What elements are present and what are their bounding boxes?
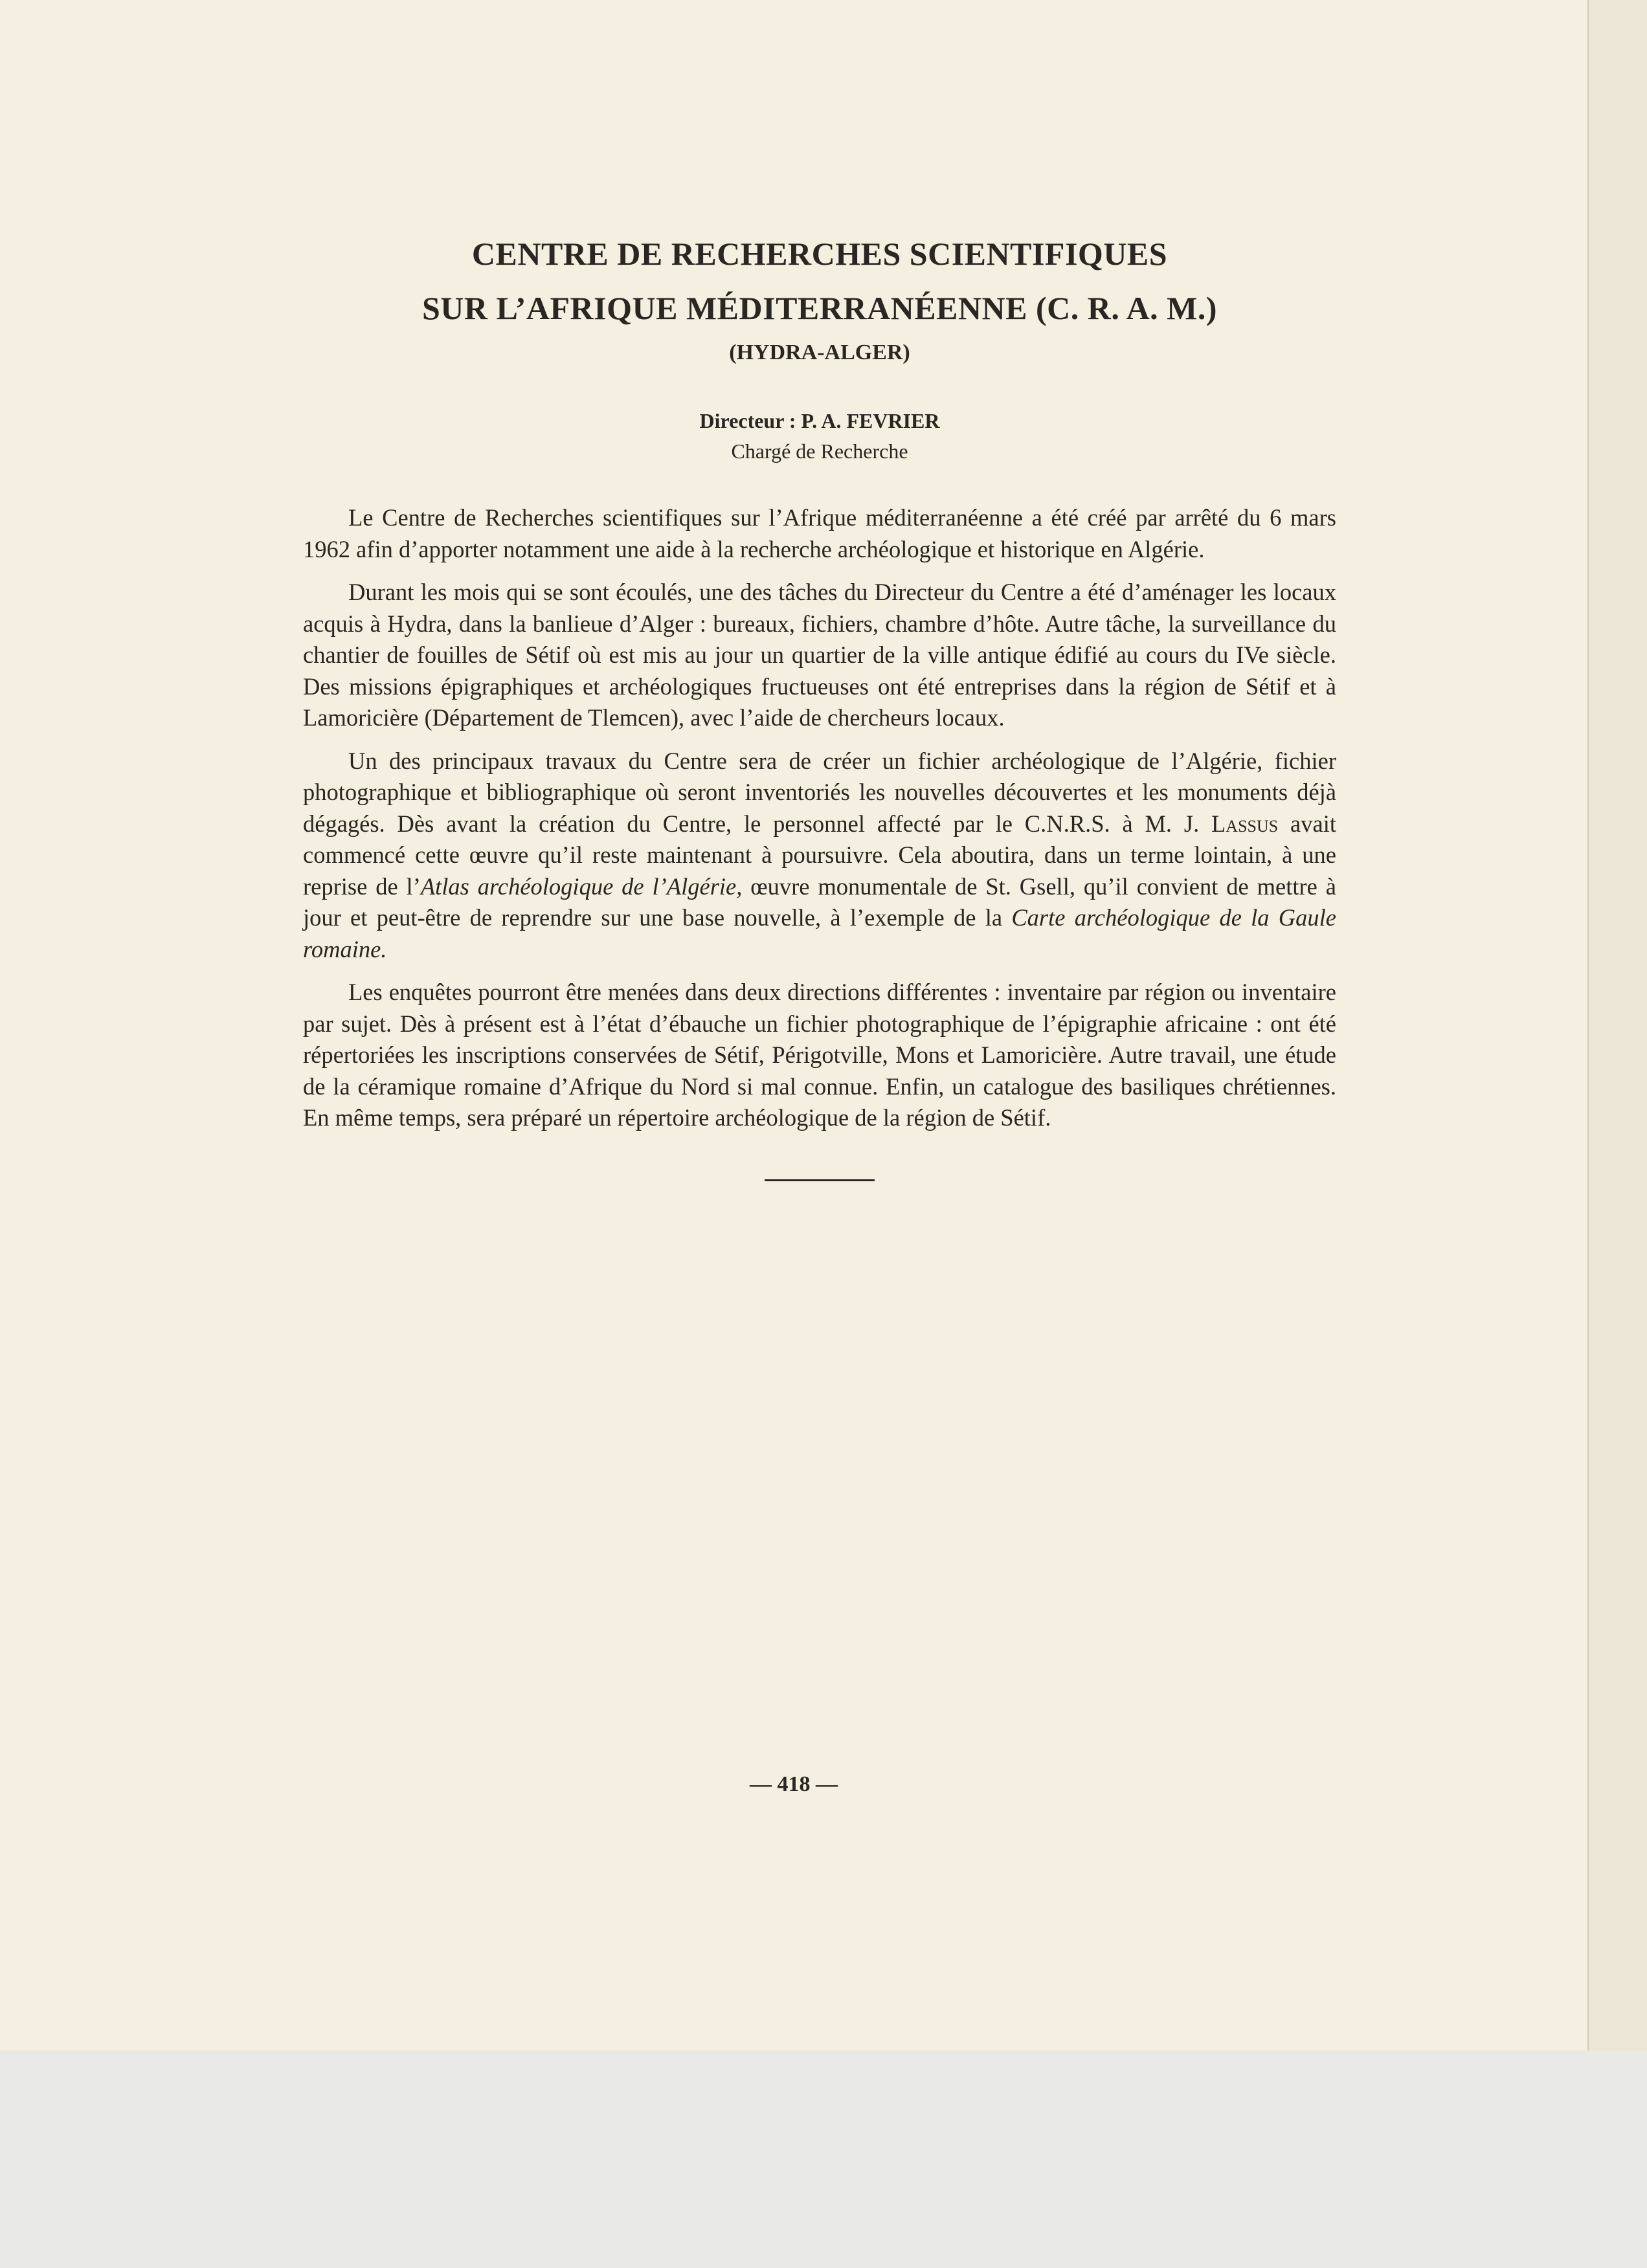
director-line: Directeur : P. A. FEVRIER — [699, 409, 940, 432]
title-line-1: CENTRE DE RECHERCHES SCIENTIFIQUES — [471, 236, 1168, 272]
director-role: Chargé de Recherche — [731, 439, 908, 463]
paragraph-3 — [303, 746, 1336, 966]
title-line-2: SUR L’AFRIQUE MÉDITERRANÉENNE (C. R. A. M.) — [421, 290, 1218, 326]
paragraph-3-part-b: avait commencé cette œuvre qu’il reste maintenant à poursuivre. Cela aboutira, dans un terme lointain, à une reprise de l’ — [303, 810, 1336, 900]
scanner-background — [0, 2051, 1647, 2268]
paragraph-3-part-c: œuvre monumentale de St. Gsell, qu’il convient de mettre à jour et peut-être de reprendre sur une base nouvelle, à l’exemple de la — [303, 873, 1336, 931]
person-name: Lassus — [1211, 810, 1279, 837]
article-subtitle: (HYDRA-ALGER) — [729, 340, 910, 364]
paragraph-4: Les enquêtes pourront être menées dans deux directions différentes : inventaire par région ou inventaire par sujet. Dès à présent est à l’état d’ébauche un fichier photographique de l’épigraphie africaine : ont été répertoriées les inscriptions conservées de Sétif, Périgotville, Mons et Lamoricière. Autre travail, une étude de la céramique romaine d’Afrique du Nord si mal connue. Enfin, un catalogue des basiliques chrétiennes. En même temps, sera préparé un répertoire archéologique de la région de Sétif. — [303, 979, 1336, 1131]
atlas-title: Atlas archéologique de l’Algérie, — [420, 873, 743, 900]
section-divider — [765, 1179, 875, 1181]
page-edge — [1587, 0, 1647, 2051]
paragraph-3-part-a: Un des principaux travaux du Centre sera de créer un fichier archéologique de l’Algérie, fichier photographique et bibliographique où seront inventoriés les nouvelles découvertes et les monuments déjà dégagés. Dès avant la création du Centre, le personnel affecté par le C.N.R.S. à M. J. — [303, 747, 1336, 837]
paragraph-2: Durant les mois qui se sont écoulés, une des tâches du Directeur du Centre a été d’aménager les locaux acquis à Hydra, dans la banlieue d’Alger : bureaux, fichiers, chambre d’hôte. Autre tâche, la surveillance du chantier de fouilles de Sétif où est mis au jour un quartier de la ville antique édifié au cours du IVe siècle. Des missions épigraphiques et archéologiques fructueuses ont été entreprises dans la région de Sétif et à Lamoricière (Département de Tlemcen), avec l’aide de chercheurs locaux. — [303, 579, 1336, 731]
article-title — [303, 227, 1336, 335]
carte-title: Carte archéologique de la Gaule romaine. — [303, 904, 1336, 962]
paragraph-1: Le Centre de Recherches scientifiques sur l’Afrique méditerranéenne a été créé par arrêté du 6 mars 1962 afin d’apporter notamment une aide à la recherche archéologique et historique en Algérie. — [303, 504, 1336, 562]
article-body — [303, 227, 1336, 1181]
page-number: — 418 — — [750, 1772, 838, 1796]
